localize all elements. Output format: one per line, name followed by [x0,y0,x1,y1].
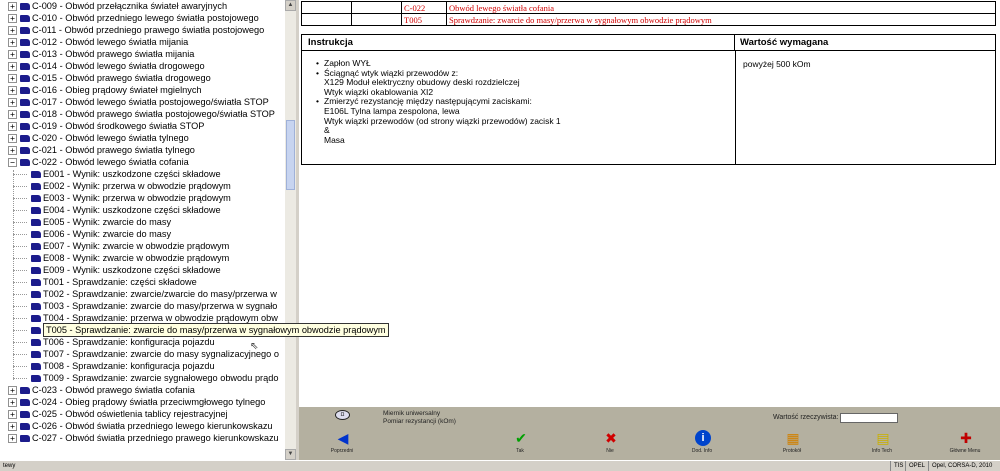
expand-icon[interactable]: + [8,26,17,35]
folder-icon [20,63,30,70]
tree-node[interactable] [0,156,285,168]
tree-item-label: C-024 - Obieg prądowy światła przeciwmgłowego tylnego [32,397,266,407]
folder-icon [20,387,30,394]
expand-icon[interactable]: + [8,86,17,95]
status-left: tewy [3,463,16,469]
tree-item-label: C-020 - Obwód lewego światła tylnego [32,133,189,143]
folder-icon [20,51,30,58]
instruction-header: Instrukcja [302,35,735,51]
mouse-cursor-icon: ⇖ [250,341,259,352]
tree-leaf[interactable] [0,300,285,312]
expand-icon[interactable]: + [8,14,17,23]
previous-icon: ◀ [337,430,349,446]
tree-node[interactable] [0,408,285,420]
folder-icon [20,75,30,82]
content-panel [299,0,1000,460]
protocol-icon: ▦ [786,430,800,446]
folder-icon [31,267,41,274]
tree-leaf[interactable] [0,288,285,300]
tree-item-label: C-021 - Obwód prawego światła tylnego [32,145,195,155]
expand-icon[interactable]: + [8,74,17,83]
toolbar-button-label: Główne Menu [949,448,981,454]
tree-scrollbar[interactable] [285,0,296,460]
expand-icon[interactable]: + [8,2,17,11]
tree-node[interactable] [0,84,285,96]
tree-leaf[interactable] [0,204,285,216]
previous-button[interactable] [322,430,362,458]
instruction-step: • Zapłon WYŁ [316,59,561,69]
folder-icon [31,327,41,334]
tree-leaf[interactable] [0,264,285,276]
header-code: T005 [402,14,447,26]
meter-label: Miernik uniwersalny [383,410,441,417]
tree-leaf[interactable] [0,372,285,384]
tree-leaf[interactable] [0,324,386,336]
folder-icon [20,87,30,94]
folder-icon [31,231,41,238]
toolbar-button-label: Tak [516,448,524,454]
folder-icon [31,171,41,178]
scroll-thumb[interactable] [286,120,295,190]
folder-icon [31,243,41,250]
folder-icon [31,195,41,202]
folder-icon [20,3,30,10]
instruction-step: Masa [324,134,345,145]
tree-item-label: E007 - Wynik: zwarcie w obwodzie prądowym [43,241,230,251]
folder-icon [20,435,30,442]
protocol-button[interactable] [772,430,812,458]
folder-icon [20,423,30,430]
actual-value-input[interactable] [840,413,898,423]
expand-icon[interactable]: + [8,50,17,59]
tree-item-label: E008 - Wynik: zwarcie w obwodzie prądowym [43,253,230,263]
required-value-header: Wartość wymagana [735,35,995,51]
header-code: C-022 [402,2,447,14]
folder-icon [20,135,30,142]
header-row [302,14,996,26]
folder-icon [31,315,41,322]
folder-icon [31,207,41,214]
tree-node[interactable] [0,12,285,24]
tree-item-label: T001 - Sprawdzanie: części składowe [43,277,197,287]
tree-item-label: E009 - Wynik: uszkodzone części składowe [43,265,221,275]
tree-item-label: C-015 - Obwód prawego światła drogowego [32,73,211,83]
scroll-down-arrow-icon[interactable]: ▼ [285,449,296,460]
instruction-step: E106L Tylna lampa zespolona, lewa [324,105,460,116]
status-field: Opel, CORSA-D, 2010 [928,461,992,471]
tree-item-label: E002 - Wynik: przerwa w obwodzie prądowym [43,181,231,191]
tech-info-button[interactable] [862,430,902,458]
multimeter-icon: Ω [335,410,350,420]
folder-icon [31,291,41,298]
instruction-steps [316,59,561,145]
column-divider [735,51,736,164]
expand-icon[interactable]: + [8,62,17,71]
tree-leaf[interactable] [0,336,285,348]
header-desc: Obwód lewego światła cofania [447,2,996,14]
no-button[interactable] [590,430,630,458]
no-icon: ✖ [605,430,617,446]
instruction-step: • Zmierzyć rezystancję między następującymi zaciskami: [316,97,561,107]
toolbar-button-label: Poprzedni [330,448,354,454]
tree-leaf[interactable] [0,240,285,252]
expand-icon[interactable]: + [8,410,17,419]
tree-leaf[interactable] [0,276,285,288]
main-menu-icon: ✚ [960,430,972,446]
meter-sub-label: Pomiar rezystancji (kOm) [383,418,456,425]
tree-node[interactable] [0,108,285,120]
folder-icon [20,123,30,130]
tree-item-label: C-010 - Obwód przedniego lewego światła postojowego [32,13,259,23]
yes-icon: ✔ [515,430,527,446]
folder-icon [31,351,41,358]
folder-icon [20,99,30,106]
expand-icon[interactable]: + [8,146,17,155]
tree-leaf[interactable] [0,180,285,192]
tree-item-label: T006 - Sprawdzanie: konfiguracja pojazdu [43,337,215,347]
tree-item-label: C-019 - Obwód środkowego światła STOP [32,121,205,131]
folder-icon [31,183,41,190]
tree-leaf[interactable] [0,192,285,204]
tree-item-label: E005 - Wynik: zwarcie do masy [43,217,172,227]
tree-item-label: E003 - Wynik: przerwa w obwodzie prądowym [43,193,231,203]
tree-item-label: C-014 - Obwód lewego światła drogowego [32,61,205,71]
tree-item-label: C-017 - Obwód lewego światła postojowego/światła STOP [32,97,269,107]
tree-node[interactable] [0,72,285,84]
tree-node[interactable] [0,24,285,36]
tree-item-label: C-018 - Obwód prawego światła postojowego/światła STOP [32,109,275,119]
folder-icon [20,411,30,418]
tree-node[interactable] [0,36,285,48]
expand-icon[interactable]: + [8,422,17,431]
toolbar-button-label: Dod. Info [691,448,713,454]
tree-node[interactable] [0,132,285,144]
folder-icon [31,279,41,286]
tree-item-label: T008 - Sprawdzanie: konfiguracja pojazdu [43,361,215,371]
info-icon: i [695,430,711,446]
tree-leaf[interactable] [0,360,285,372]
folder-icon [20,111,30,118]
tree-leaf[interactable] [0,168,285,180]
tree-item-label: E001 - Wynik: uszkodzone części składowe [43,169,221,179]
tree-node[interactable] [0,48,285,60]
actual-value-label: Wartość rzeczywista: [773,414,839,421]
expand-icon[interactable]: + [8,38,17,47]
toolbar-button-label: Info Tech [871,448,893,454]
toolbar-button-label: Nie [606,448,614,454]
tree-node[interactable] [0,396,285,408]
folder-icon [31,339,41,346]
tree-item-label: C-027 - Obwód światła przedniego prawego kierunkowskazu [32,433,279,443]
tree-item-label: C-026 - Obwód światła przedniego lewego kierunkowskazu [32,421,273,431]
tree-item-label: T009 - Sprawdzanie: zwarcie sygnałowego obwodu prądo [43,373,279,383]
tree-node[interactable] [0,120,285,132]
tree-leaf[interactable] [0,252,285,264]
tree-item-label: T004 - Sprawdzanie: przerwa w obwodzie prądowym obw [43,313,278,323]
tree-item-label: C-009 - Obwód przełącznika świateł awaryjnych [32,1,228,11]
toolbar-button-label: Protokół [782,448,802,454]
instruction-step: • Ściągnąć wtyk wiązki przewodów z: [316,69,561,79]
instruction-step: Wtyk wiązki przewodów (od strony wiązki przewodów) zacisk 1 [324,115,561,126]
main-menu-button[interactable] [945,430,985,458]
tree-item-label: C-013 - Obwód prawego światła mijania [32,49,195,59]
tree-node[interactable] [0,384,285,396]
status-field: TIS [890,461,903,471]
scroll-up-arrow-icon[interactable]: ▲ [285,0,296,11]
expand-icon[interactable]: + [8,110,17,119]
required-value: powyżej 500 kOm [743,59,811,69]
instruction-step: X129 Moduł elektryczny obudowy deski rozdzielczej [324,77,520,88]
tree-item-label: C-016 - Obieg prądowy świateł mgielnych [32,85,202,95]
instruction-step: & [324,125,330,136]
tree-item-label: T007 - Sprawdzanie: zwarcie do masy sygnalizacyjnego o [43,349,279,359]
folder-icon [31,255,41,262]
tree-node[interactable] [0,144,285,156]
expand-icon[interactable]: + [8,386,17,395]
tree-leaf[interactable] [0,228,285,240]
folder-icon [20,15,30,22]
expand-icon[interactable]: + [8,434,17,443]
header-row [302,2,996,14]
tree-node[interactable] [0,96,285,108]
folder-icon [31,363,41,370]
tree-item-label: T002 - Sprawdzanie: zwarcie/zwarcie do masy/przerwa w [43,289,277,299]
tree-item-label: C-022 - Obwód lewego światła cofania [32,157,189,167]
tree-node[interactable] [0,0,285,12]
tree-item-label: C-011 - Obwód przedniego prawego światła postojowego [32,25,265,35]
folder-icon [20,399,30,406]
folder-icon [20,147,30,154]
tree-node[interactable] [0,432,285,444]
folder-icon [31,219,41,226]
tree-item-label: C-012 - Obwód lewego światła mijania [32,37,189,47]
expand-icon[interactable]: + [8,98,17,107]
tree-leaf[interactable] [0,348,285,360]
expand-icon[interactable]: + [8,134,17,143]
tree-item-label: T005 - Sprawdzanie: zwarcie do masy/przerwa w sygnałowym obwodzie prądowym [43,323,389,337]
folder-icon [31,375,41,382]
status-bar [0,460,1000,471]
info-button[interactable] [682,430,722,458]
tree-item-label: C-025 - Obwód oświetlenia tablicy rejestracyjnej [32,409,228,419]
folder-icon [20,39,30,46]
tree-leaf[interactable] [0,216,285,228]
tree-node[interactable] [0,420,285,432]
instruction-table [301,34,996,165]
status-field: OPEL [905,461,925,471]
expand-icon[interactable]: + [8,398,17,407]
folder-icon [31,303,41,310]
tree-item-label: T003 - Sprawdzanie: zwarcie do masy/przerwa w sygnało [43,301,278,311]
collapse-icon[interactable]: − [8,158,17,167]
folder-icon [20,159,30,166]
folder-icon [20,27,30,34]
tech-info-icon: ▤ [876,430,890,446]
tree-item-label: E006 - Wynik: zwarcie do masy [43,229,172,239]
expand-icon[interactable]: + [8,122,17,131]
instruction-step: Wtyk wiązki okablowania XI2 [324,86,434,97]
tree-node[interactable] [0,60,285,72]
header-desc: Sprawdzanie: zwarcie do masy/przerwa w sygnałowym obwodzie prądowym [447,14,996,26]
tree-item-label: C-023 - Obwód prawego światła cofania [32,385,195,395]
tree-item-label: E004 - Wynik: uszkodzone części składowe [43,205,221,215]
yes-button[interactable] [500,430,540,458]
header-table [301,1,996,26]
